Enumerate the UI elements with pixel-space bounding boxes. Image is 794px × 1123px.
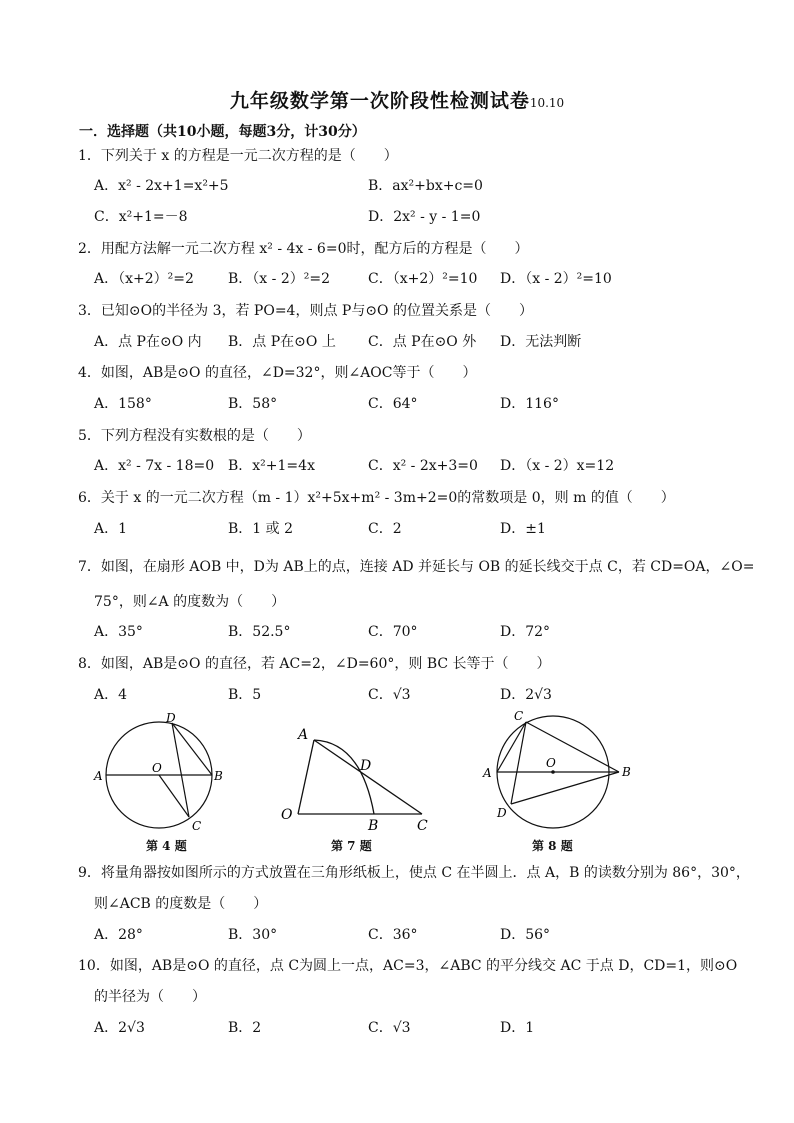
question-5-option-d: D．（x - 2）x=12: [500, 458, 615, 474]
question-7-option-a: A．35°: [94, 624, 143, 640]
question-2-option-d: D．（x - 2）²=10: [500, 271, 612, 287]
question-4-option-d: D．116°: [500, 396, 559, 412]
question-2-option-c: C．（x+2）²=10: [368, 271, 478, 287]
figure-8-caption: 第 8 题: [532, 839, 573, 853]
question-9-option-d: D．56°: [500, 927, 551, 943]
question-4-option-a: A．158°: [94, 396, 152, 412]
question-4-stem: 4．如图，AB是⊙O 的直径，∠D=32°，则∠AOC等于（ ）: [78, 365, 477, 381]
question-3-stem: 3．已知⊙O的半径为 3，若 PO=4，则点 P与⊙O 的位置关系是（ ）: [78, 303, 533, 319]
question-3-option-d: D．无法判断: [500, 334, 582, 350]
question-3-option-c: C．点 P在⊙O 外: [368, 334, 477, 350]
fig7-label-o: O: [281, 807, 293, 823]
figure-4-caption: 第 4 题: [146, 839, 187, 853]
question-8-option-c: C．√3: [368, 687, 411, 703]
page-title: [0, 86, 794, 113]
question-9-option-b: B．30°: [228, 927, 278, 943]
question-4-option-b: B．58°: [228, 396, 278, 412]
question-1-option-b: B．ax²+bx+c=0: [368, 178, 483, 194]
question-7-option-d: D．72°: [500, 624, 551, 640]
question-3-option-b: B．点 P在⊙O 上: [228, 334, 336, 350]
question-6-stem: 6．关于 x 的一元二次方程（m - 1）x²+5x+m² - 3m+2=0的常数项是 0，则 m 的值（ ）: [78, 490, 675, 506]
fig8-label-b: B: [622, 765, 631, 779]
question-6-option-a: A．1: [94, 521, 128, 537]
question-6-option-b: B．1 或 2: [228, 521, 294, 537]
question-7-stem: 7．如图，在扇形 AOB 中，D为 AB上的点，连接 AD 并延长与 OB 的延长线交于点 C，若 CD=OA，∠O=: [78, 559, 755, 575]
fig4-label-b: B: [214, 769, 223, 783]
question-6-option-c: C．2: [368, 521, 402, 537]
question-3-option-a: A．点 P在⊙O 内: [94, 334, 202, 350]
question-10-option-a: A．2√3: [94, 1020, 145, 1036]
fig4-label-a: A: [94, 769, 103, 783]
fig8-label-c: C: [514, 709, 524, 723]
question-1-stem: 1．下列关于 x 的方程是一元二次方程的是（ ）: [78, 148, 398, 164]
question-5-option-c: C．x² - 2x+3=0: [368, 458, 478, 474]
figure-7-caption: 第 7 题: [331, 839, 372, 853]
question-8-option-b: B．5: [228, 687, 262, 703]
figure-4: [90, 708, 240, 836]
fig4-label-c: C: [192, 819, 202, 833]
title-text: 九年级数学第一次阶段性检测试卷: [229, 90, 530, 112]
question-9-stem-cont: 则∠ACB 的度数是（ ）: [94, 896, 268, 912]
question-4-option-c: C．64°: [368, 396, 418, 412]
fig7-label-a: A: [298, 727, 309, 743]
question-7-option-b: B．52.5°: [228, 624, 291, 640]
fig4-label-o: O: [152, 761, 162, 775]
question-7-option-c: C．70°: [368, 624, 418, 640]
question-8-stem: 8．如图，AB是⊙O 的直径，若 AC=2，∠D=60°，则 BC 长等于（ ）: [78, 656, 551, 672]
question-9-option-a: A．28°: [94, 927, 143, 943]
question-10-option-c: C．√3: [368, 1020, 411, 1036]
question-2-option-a: A．（x+2）²=2: [94, 271, 194, 287]
fig4-label-d: D: [166, 711, 176, 725]
question-5-option-b: B．x²+1=4x: [228, 458, 315, 474]
fig7-label-c: C: [417, 818, 428, 834]
question-5-option-a: A．x² - 7x - 18=0: [94, 458, 215, 474]
question-1-option-d: D．2x² - y - 1=0: [368, 209, 481, 225]
fig8-label-d: D: [497, 806, 507, 820]
question-9-option-c: C．36°: [368, 927, 418, 943]
fig8-label-o: O: [546, 756, 556, 770]
question-8-option-d: D．2√3: [500, 687, 552, 703]
question-9-stem: 9．将量角器按如图所示的方式放置在三角形纸板上，使点 C 在半圆上．点 A，B 的读数分别为 86°，30°，: [78, 865, 750, 881]
question-2-stem: 2．用配方法解一元二次方程 x² - 4x - 6=0时，配方后的方程是（ ）: [78, 241, 529, 257]
question-10-stem: 10．如图，AB是⊙O 的直径，点 C为圆上一点，AC=3，∠ABC 的平分线交 AC 于点 D，CD=1，则⊙O: [78, 958, 738, 974]
question-2-option-b: B．（x - 2）²=2: [228, 271, 330, 287]
question-6-option-d: D．±1: [500, 521, 546, 537]
question-5-stem: 5．下列方程没有实数根的是（ ）: [78, 428, 311, 444]
question-10-option-b: B．2: [228, 1020, 262, 1036]
fig7-label-d: D: [360, 758, 372, 774]
question-1-option-a: A．x² - 2x+1=x²+5: [94, 178, 229, 194]
title-date: 10.10: [529, 96, 565, 110]
question-10-option-d: D．1: [500, 1020, 535, 1036]
fig8-label-a: A: [483, 766, 492, 780]
section-heading: 一．选择题（共10小题，每题3分，计30分）: [79, 124, 366, 140]
fig7-label-b: B: [368, 818, 379, 834]
question-8-option-a: A．4: [94, 687, 128, 703]
question-10-stem-cont: 的半径为（ ）: [94, 989, 206, 1005]
question-7-stem-cont: 75°，则∠A 的度数为（ ）: [94, 594, 286, 610]
question-1-option-c: C．x²+1=－8: [94, 209, 188, 225]
figure-7: [276, 722, 436, 834]
figure-8: [478, 708, 638, 836]
